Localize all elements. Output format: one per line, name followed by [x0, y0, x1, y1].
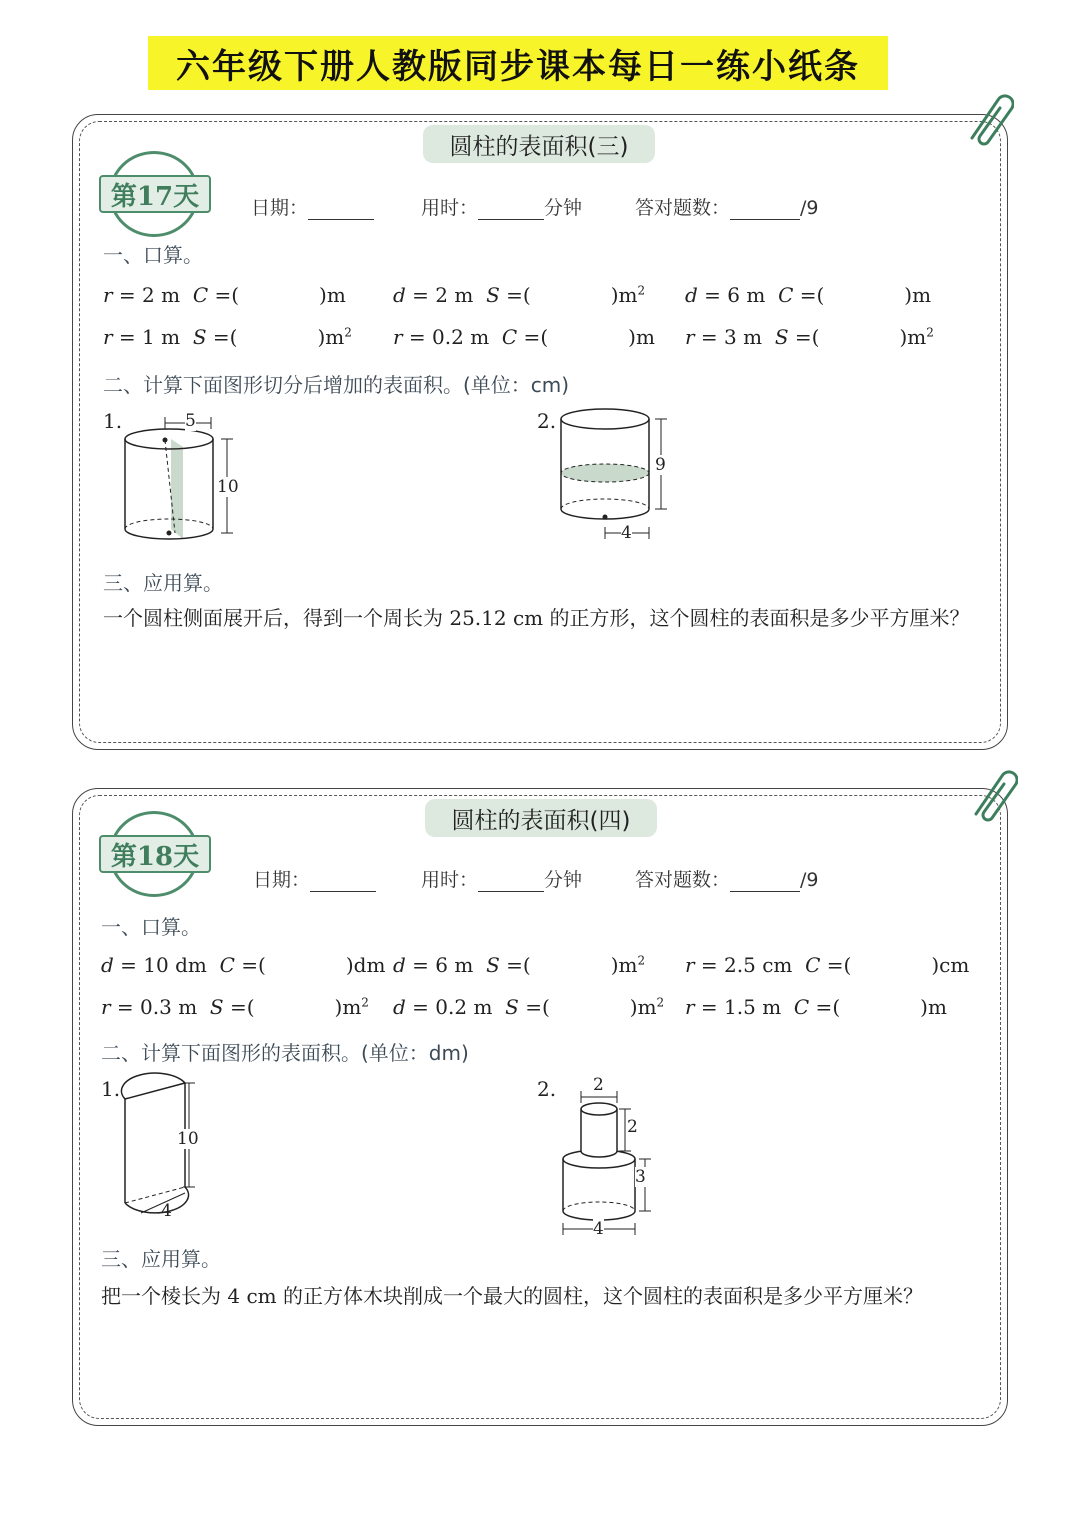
mental-item: r = 2 m C =( )m [103, 283, 346, 307]
figure-1-number: 1. [101, 1077, 121, 1101]
mental-item: r = 3 m S =( )$m^2$ [685, 325, 934, 349]
mental-item: r = 0.3 m S =( )$m^2$ [101, 995, 369, 1019]
time-blank[interactable] [478, 199, 544, 220]
score-blank[interactable] [730, 199, 800, 220]
date-field [253, 865, 376, 892]
mental-item: d = 2 m S =( )$m^2$ [393, 283, 646, 307]
figure-2-number: 2. [537, 1077, 557, 1101]
word-problem: 一个圆柱侧面展开后，得到一个周长为 25.12 cm 的正方形，这个圆柱的表面积是多少平方厘米？ [103, 606, 970, 630]
page-banner-title: 六年级下册人教版同步课本每日一练小纸条 [148, 36, 888, 90]
score-blank[interactable] [730, 871, 800, 892]
figure-2-bottom-label: 4 [593, 1219, 604, 1239]
mental-item: r = 1 m S =( )$m^2$ [103, 325, 352, 349]
figure-2-height-label: 9 [655, 455, 666, 475]
section-1-title: 一、口算。 [103, 243, 203, 267]
paperclip-icon [958, 86, 1014, 146]
mental-item: d = 10 dm C =( )dm [101, 953, 386, 977]
time-unit: 分钟 [544, 197, 583, 219]
score-total: /9 [800, 197, 819, 219]
card-topic-tab: 圆柱的表面积(四) [425, 799, 657, 837]
time-label: 用时： [421, 869, 479, 891]
figure-1-height-label: 10 [177, 1129, 199, 1149]
card-topic-tab: 圆柱的表面积(三) [423, 125, 655, 163]
mental-item: d = 6 m S =( )$m^2$ [393, 953, 646, 977]
figure-1-number: 1. [103, 409, 123, 433]
figure-1-height-label: 10 [217, 477, 239, 497]
worksheet-card-day17 [72, 114, 1008, 750]
section-2-title: 二、计算下面图形的表面积。(单位：dm) [101, 1041, 469, 1065]
figure-2-number: 2. [537, 409, 557, 433]
time-field [421, 865, 582, 892]
figure-2-top-label: 2 [593, 1075, 604, 1095]
section-3-title: 三、应用算。 [103, 571, 223, 595]
date-field [251, 193, 374, 220]
worksheet-card-day18 [72, 788, 1008, 1426]
mental-item: d = 0.2 m S =( )$m^2$ [393, 995, 665, 1019]
figure-1-bottom-label: 4 [161, 1201, 172, 1221]
figure-2-stacked-cylinders [559, 1079, 669, 1239]
section-1-title: 一、口算。 [101, 915, 201, 939]
score-total: /9 [800, 869, 819, 891]
date-blank[interactable] [310, 871, 376, 892]
date-blank[interactable] [308, 199, 374, 220]
figure-1-half-cylinder [119, 1077, 229, 1229]
day-badge-label: 第17天 [99, 175, 211, 213]
paperclip-icon [962, 762, 1018, 822]
time-label: 用时： [421, 197, 479, 219]
mental-item: r = 2.5 cm C =( )cm [685, 953, 970, 977]
figure-2-bottom-label: 4 [621, 523, 632, 543]
figure-2-bottom-height-label: 3 [635, 1167, 646, 1187]
section-2-title: 二、计算下面图形切分后增加的表面积。(单位：cm) [103, 373, 570, 397]
time-field [421, 193, 582, 220]
mental-item: r = 0.2 m C =( )m [393, 325, 655, 349]
score-label: 答对题数： [635, 869, 731, 891]
day-badge [99, 811, 211, 897]
section-3-title: 三、应用算。 [101, 1247, 221, 1271]
figure-1-top-label: 5 [185, 411, 196, 431]
figure-2-top-height-label: 2 [627, 1117, 638, 1137]
word-problem: 把一个棱长为 4 cm 的正方体木块削成一个最大的圆柱，这个圆柱的表面积是多少平方厘米？ [101, 1284, 923, 1308]
mental-item: d = 6 m C =( )m [685, 283, 932, 307]
time-blank[interactable] [478, 871, 544, 892]
score-field [635, 865, 819, 892]
time-unit: 分钟 [544, 869, 583, 891]
score-field [635, 193, 819, 220]
day-badge-label: 第18天 [99, 835, 211, 873]
mental-item: r = 1.5 m C =( )m [685, 995, 947, 1019]
score-label: 答对题数： [635, 197, 731, 219]
date-label: 日期： [251, 197, 309, 219]
date-label: 日期： [253, 869, 311, 891]
day-badge [99, 151, 211, 237]
